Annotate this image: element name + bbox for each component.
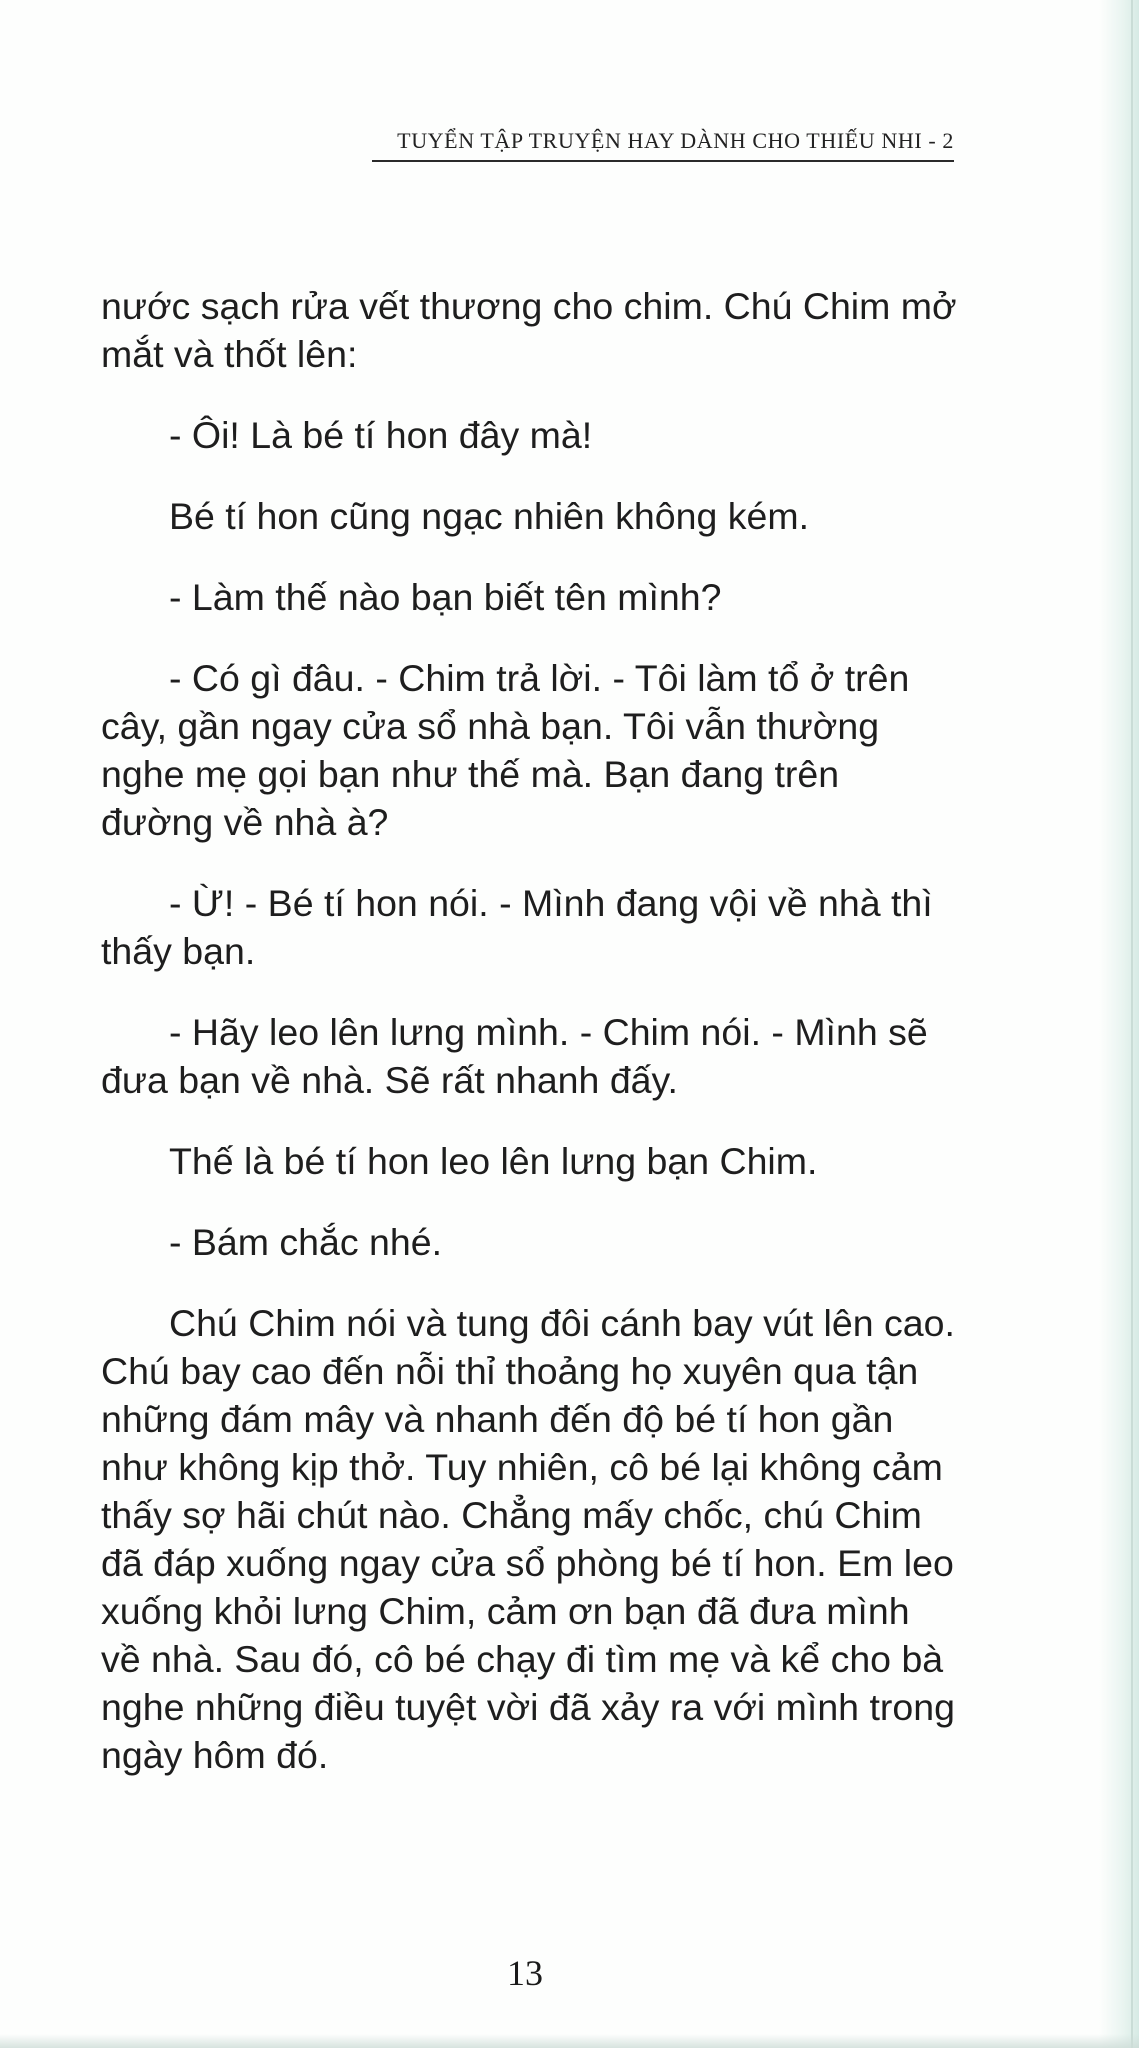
header-rule <box>372 160 954 162</box>
page-edge-tint <box>1099 0 1139 2048</box>
paragraph: nước sạch rửa vết thương cho chim. Chú Chim mở mắt và thốt lên: <box>101 285 957 375</box>
page-bottom-shade <box>0 2034 1139 2048</box>
body-text <box>101 282 957 1812</box>
paragraph: Bé tí hon cũng ngạc nhiên không kém. <box>169 495 810 537</box>
paragraph: - Làm thế nào bạn biết tên mình? <box>169 576 722 618</box>
paragraph: - Bám chắc nhé. <box>169 1221 443 1263</box>
paragraph: - Ôi! Là bé tí hon đây mà! <box>169 414 593 456</box>
paragraph: Thế là bé tí hon leo lên lưng bạn Chim. <box>169 1140 818 1182</box>
paragraph: - Ừ! - Bé tí hon nói. - Mình đang vội về nhà thì thấy bạn. <box>101 882 933 972</box>
page-number: 13 <box>507 1953 543 1993</box>
paragraph: - Có gì đâu. - Chim trả lời. - Tôi làm tổ ở trên cây, gần ngay cửa sổ nhà bạn. Tôi vẫn thường nghe mẹ gọi bạn như thế mà. Bạn đang trên đường về nhà à? <box>101 657 910 843</box>
paragraph: Chú Chim nói và tung đôi cánh bay vút lên cao. Chú bay cao đến nỗi thỉ thoảng họ xuyên qua tận những đám mây và nhanh đến độ bé tí hon gần như không kịp thở. Tuy nhiên, cô bé lại không cảm thấy sợ hãi chút nào. Chẳng mấy chốc, chú Chim đã đáp xuống ngay cửa sổ phòng bé tí hon. Em leo xuống khỏi lưng Chim, cảm ơn bạn đã đưa mình về nhà. Sau đó, cô bé chạy đi tìm mẹ và kể cho bà nghe những điều tuyệt vời đã xảy ra với mình trong ngày hôm đó. <box>101 1302 955 1776</box>
running-header: TUYỂN TẬP TRUYỆN HAY DÀNH CHO THIẾU NHI - 2 <box>397 128 954 153</box>
page-edge-line <box>1131 0 1133 2048</box>
paragraph: - Hãy leo lên lưng mình. - Chim nói. - Mình sẽ đưa bạn về nhà. Sẽ rất nhanh đấy. <box>101 1011 928 1101</box>
